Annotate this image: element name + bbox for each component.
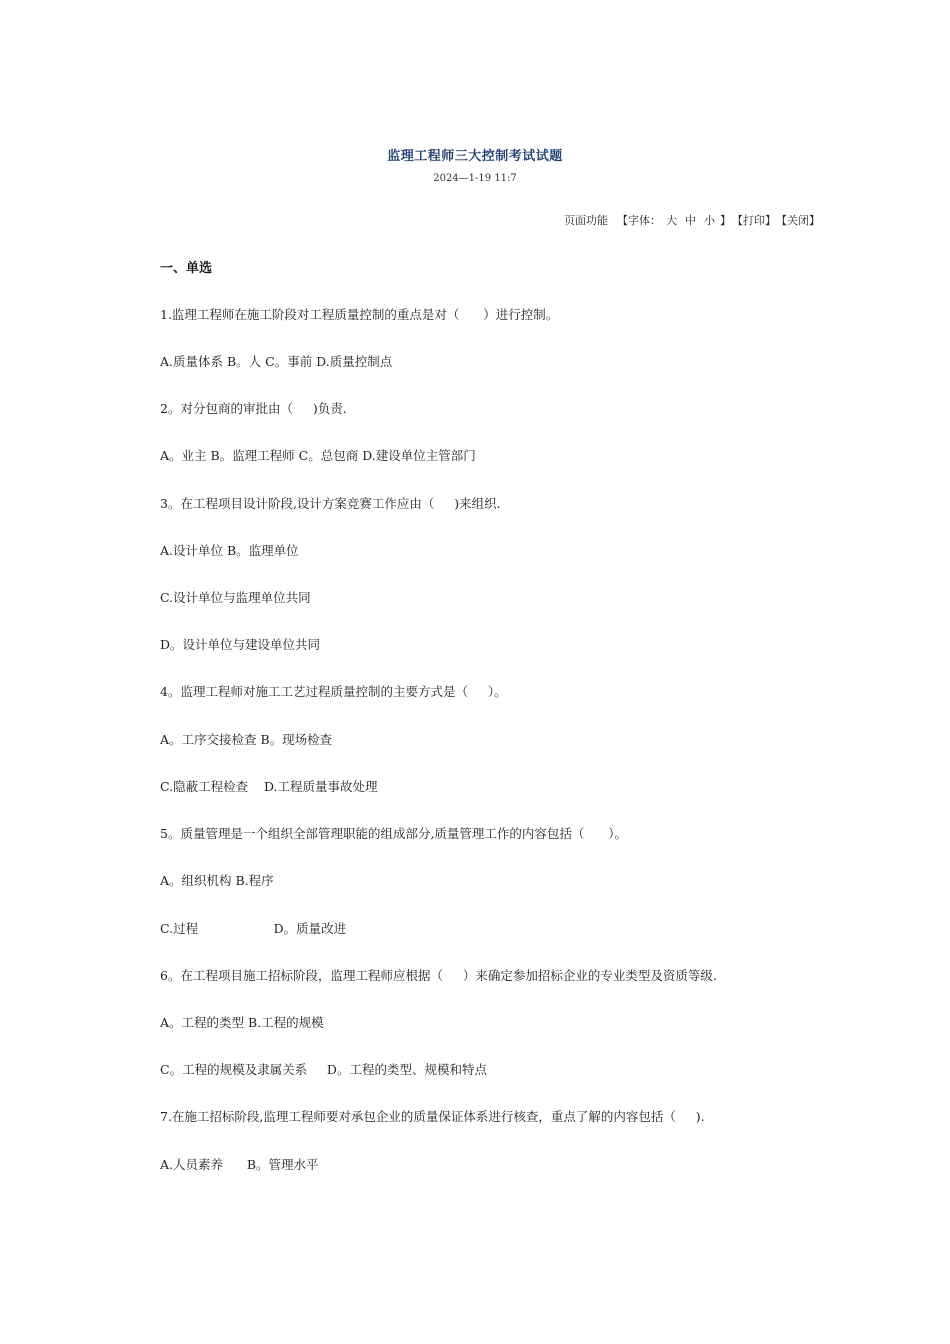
font-size-small-link[interactable]: 小 bbox=[704, 214, 715, 227]
question-2: 2。对分包商的审批由（ )负责. bbox=[160, 401, 347, 416]
font-size-label: 【字体： bbox=[617, 214, 661, 227]
font-size-bracket-close: 】 bbox=[720, 214, 731, 227]
font-size-medium-link[interactable]: 中 bbox=[685, 214, 696, 227]
question-7-options-ab: A.人员素养 B。管理水平 bbox=[160, 1157, 319, 1172]
section-heading: 一、单选 bbox=[160, 261, 213, 276]
font-size-large-link[interactable]: 大 bbox=[666, 214, 677, 227]
publish-date: 2024—1-19 11:7 bbox=[433, 173, 517, 184]
close-link[interactable]: 【关闭】 bbox=[776, 214, 820, 227]
question-4-options-cd: C.隐蔽工程检查 D.工程质量事故处理 bbox=[160, 779, 378, 794]
question-6: 6。在工程项目施工招标阶段，监理工程师应根据（ ）来确定参加招标企业的专业类型及资质等级. bbox=[160, 968, 717, 983]
question-3-option-d: D。设计单位与建设单位共同 bbox=[160, 637, 321, 652]
question-7: 7.在施工招标阶段,监理工程师要对承包企业的质量保证体系进行核查，重点了解的内容包括（ ). bbox=[160, 1109, 705, 1124]
question-4-options-ab: A。工序交接检查 B。现场检查 bbox=[160, 732, 333, 747]
question-3: 3。在工程项目设计阶段,设计方案竞赛工作应由（ )来组织. bbox=[160, 496, 501, 511]
question-3-options-ab: A.设计单位 B。监理单位 bbox=[160, 543, 299, 558]
question-6-options-ab: A。工程的类型 B.工程的规模 bbox=[160, 1015, 324, 1030]
question-4: 4。监理工程师对施工工艺过程质量控制的主要方式是（ ）。 bbox=[160, 684, 507, 699]
page-function-toolbar bbox=[564, 212, 820, 228]
question-3-option-c: C.设计单位与监理单位共同 bbox=[160, 590, 311, 605]
page-function-label: 页面功能 bbox=[564, 214, 608, 227]
page-title: 监理工程师三大控制考试试题 bbox=[387, 149, 563, 164]
question-5-options-cd: C.过程 D。质量改进 bbox=[160, 921, 347, 936]
question-5-options-ab: A。组织机构 B.程序 bbox=[160, 873, 274, 888]
question-1: 1.监理工程师在施工阶段对工程质量控制的重点是对（ ）进行控制。 bbox=[160, 307, 559, 322]
question-1-options: A.质量体系 B。人 C。事前 D.质量控制点 bbox=[160, 354, 393, 369]
question-2-options: A。业主 B。监理工程师 C。总包商 D.建设单位主管部门 bbox=[160, 448, 476, 463]
question-5: 5。质量管理是一个组织全部管理职能的组成部分,质量管理工作的内容包括（ ）。 bbox=[160, 826, 628, 841]
print-link[interactable]: 【打印】 bbox=[732, 214, 776, 227]
question-6-options-cd: C。工程的规模及隶属关系 D。工程的类型、规模和特点 bbox=[160, 1062, 487, 1077]
